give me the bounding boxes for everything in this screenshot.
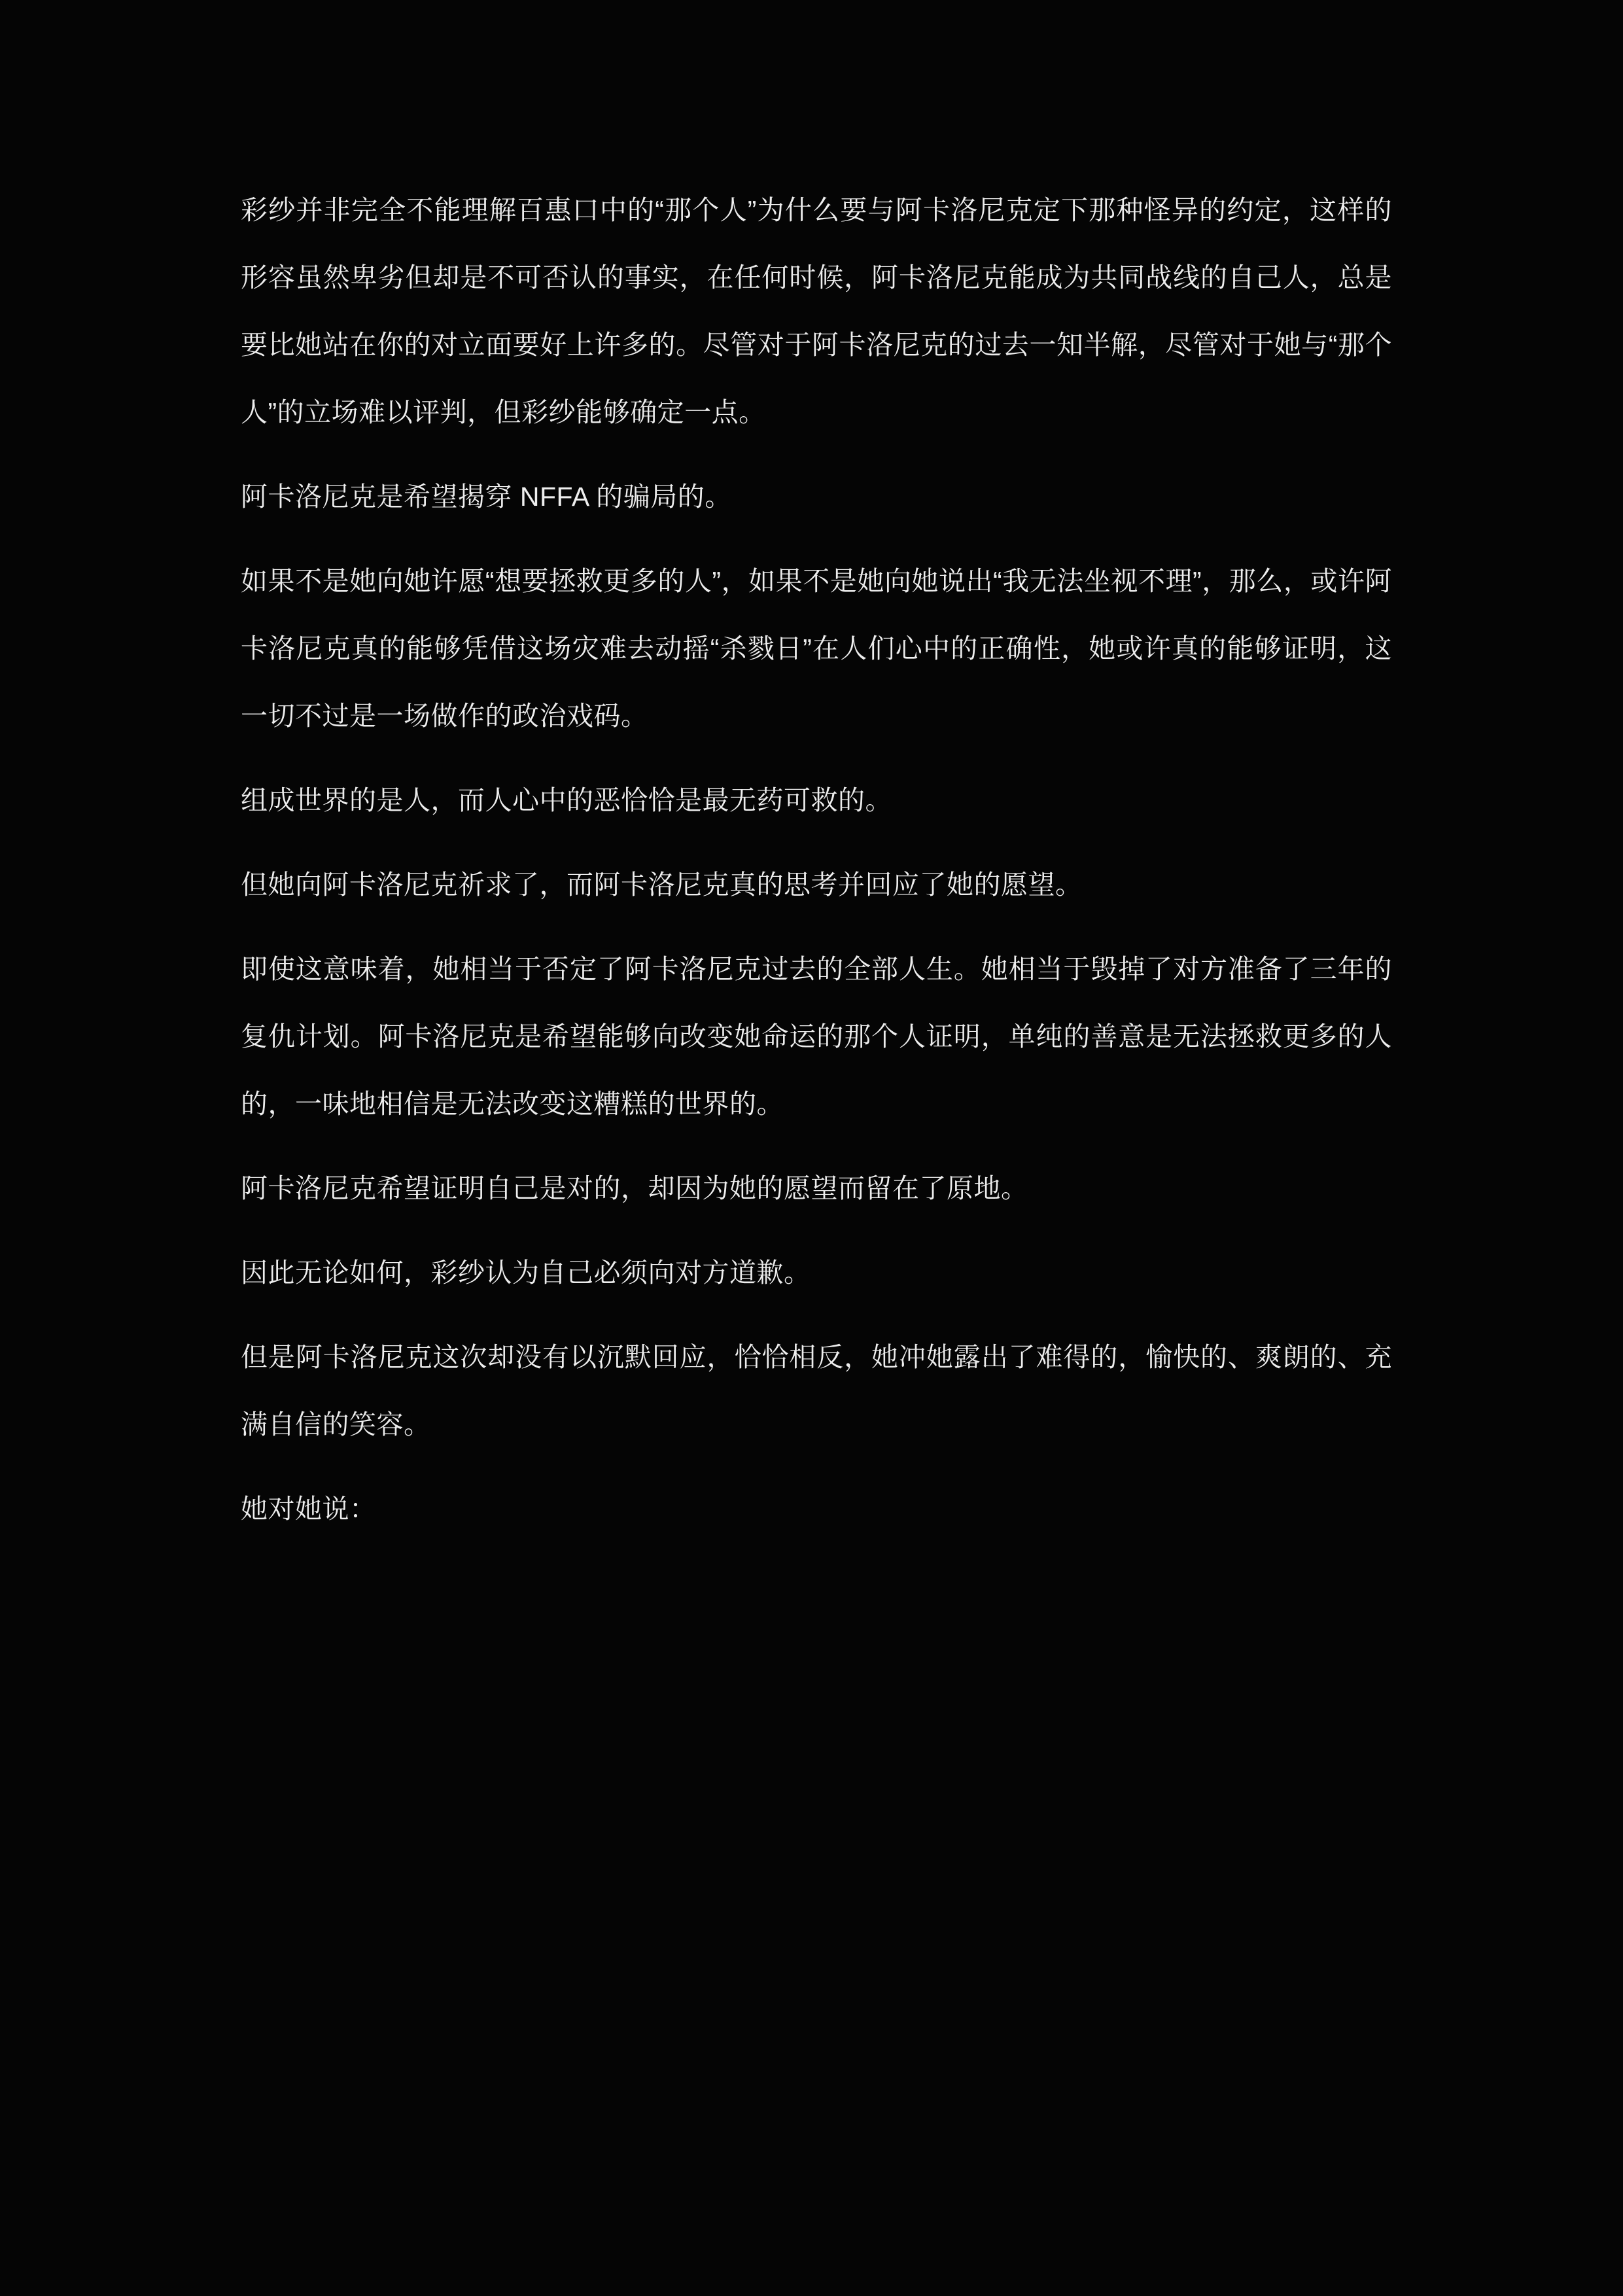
paragraph: 但她向阿卡洛尼克祈求了，而阿卡洛尼克真的思考并回应了她的愿望。 [241,870,1083,900]
paragraph: 阿卡洛尼克希望证明自己是对的，却因为她的愿望而留在了原地。 [241,1173,1028,1203]
paragraph: 如果不是她向她许愿“想要拯救更多的人”，如果不是她向她说出“我无法坐视不理”，那么，或许阿卡洛尼克真的能够凭借这场灾难去动摇“杀戮日”在人们心中的正确性，她或许真的能够证明，这一切不过是一场做作的政治戏码。 [241,566,1392,731]
paragraph: 组成世界的是人，而人心中的恶恰恰是最无药可救的。 [241,785,892,815]
paragraph: 阿卡洛尼克是希望揭穿 NFFA 的骗局的。 [241,482,732,512]
paragraph: 彩纱并非完全不能理解百惠口中的“那个人”为什么要与阿卡洛尼克定下那种怪异的约定，这样的形容虽然卑劣但却是不可否认的事实，在任何时候，阿卡洛尼克能成为共同战线的自己人，总是要比她站在你的对立面要好上许多的。尽管对于阿卡洛尼克的过去一知半解，尽管对于她与“那个人”的立场难以评判，但彩纱能够确定一点。 [241,195,1392,427]
paragraph: 因此无论如何，彩纱认为自己必须向对方道歉。 [241,1258,811,1288]
paragraph: 即使这意味着，她相当于否定了阿卡洛尼克过去的全部人生。她相当于毁掉了对方准备了三年的复仇计划。阿卡洛尼克是希望能够向改变她命运的那个人证明，单纯的善意是无法拯救更多的人的，一味地相信是无法改变这糟糕的世界的。 [241,954,1392,1119]
paragraph: 但是阿卡洛尼克这次却没有以沉默回应，恰恰相反，她冲她露出了难得的，愉快的、爽朗的、充满自信的笑容。 [241,1342,1392,1439]
paragraph: 她对她说： [241,1494,377,1524]
document-body [241,177,1392,1543]
